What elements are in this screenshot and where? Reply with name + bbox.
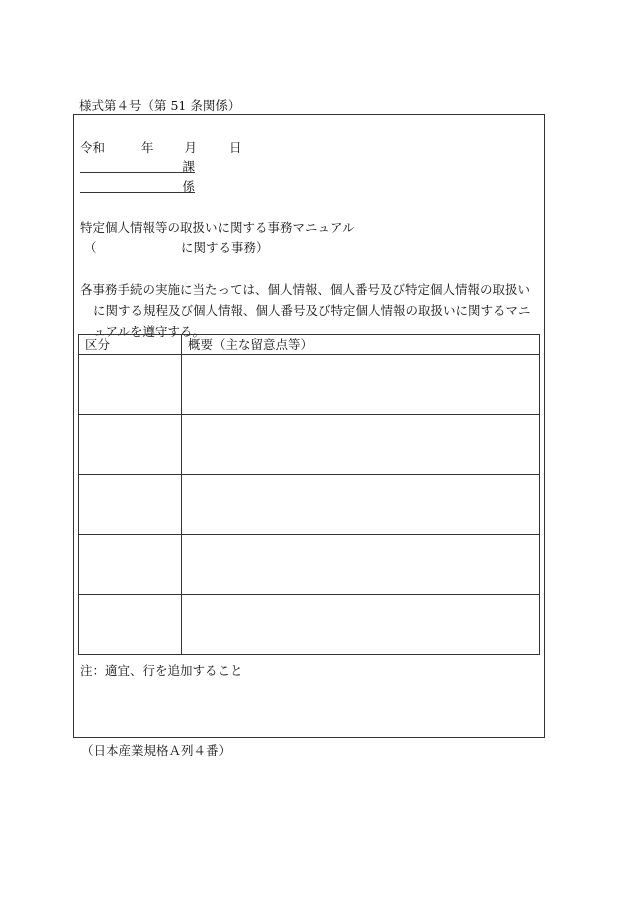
body-line: ュアルを遵守する。 [93, 324, 206, 339]
manual-title: 特定個人情報等の取扱いに関する事務マニュアル [80, 220, 355, 235]
body-text [80, 279, 540, 342]
header-category: 区分 [79, 335, 182, 355]
overview-cell[interactable] [182, 595, 540, 655]
category-cell[interactable] [79, 475, 182, 535]
overview-cell[interactable] [182, 535, 540, 595]
category-cell[interactable] [79, 415, 182, 475]
date-era: 令和 [80, 140, 106, 155]
form-number: 様式第４号（第 51 条関係） [79, 98, 241, 113]
summary-table [78, 334, 540, 655]
table-note: 注：適宜、行を追加すること [80, 663, 243, 678]
subsection-label: 係 [182, 179, 195, 194]
table-row [79, 355, 540, 415]
date-row [80, 138, 241, 156]
section-label: 課 [182, 159, 195, 174]
date-year: 年 [140, 140, 154, 155]
paper-size-note: （日本産業規格Ａ列４番） [81, 743, 232, 758]
section-field[interactable] [80, 157, 195, 173]
form-frame [73, 114, 545, 738]
table-row [79, 475, 540, 535]
overview-cell[interactable] [182, 415, 540, 475]
manual-paren-close: に関する事務） [181, 240, 269, 255]
overview-cell[interactable] [182, 475, 540, 535]
manual-paren-open: （ [84, 240, 97, 255]
table-header-row [79, 335, 540, 355]
table-row [79, 535, 540, 595]
category-cell[interactable] [79, 535, 182, 595]
header-overview: 概要（主な留意点等） [182, 335, 540, 355]
category-cell[interactable] [79, 595, 182, 655]
subsection-field[interactable] [80, 177, 195, 193]
body-line: 各事務手続の実施に当たっては、個人情報、個人番号及び特定個人情報の取扱い [80, 282, 531, 297]
date-month: 月 [184, 140, 197, 155]
date-day: 日 [228, 140, 242, 155]
table-row [79, 415, 540, 475]
overview-cell[interactable] [182, 355, 540, 415]
table-row [79, 595, 540, 655]
category-cell[interactable] [79, 355, 182, 415]
body-line: に関する規程及び個人情報、個人番号及び特定個人情報の取扱いに関するマニ [93, 303, 531, 318]
